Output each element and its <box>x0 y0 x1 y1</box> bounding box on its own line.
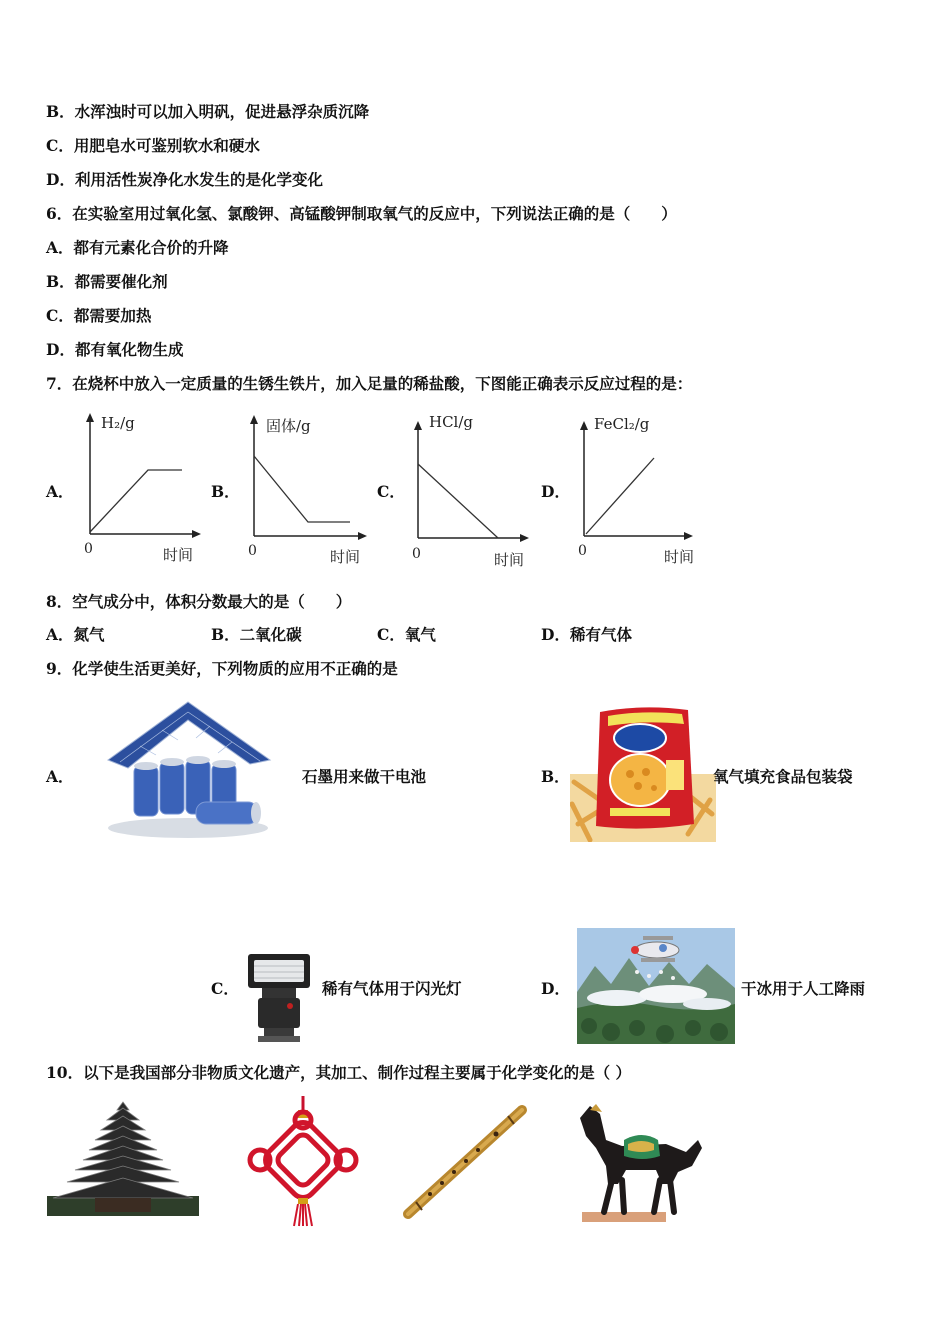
q7-label-b: B． <box>211 482 240 501</box>
q5-option-b: B．水浑浊时可以加入明矾，促进悬浮杂质沉降 <box>46 102 370 121</box>
q5-option-c: C．用肥皂水可鉴别软水和硬水 <box>46 136 260 155</box>
x-axis-arrow <box>520 534 529 542</box>
q7-stem: 7．在烧杯中放入一定质量的生锈生铁片，加入足量的稀盐酸，下图能正确表示反应过程的是： <box>46 374 693 393</box>
y-axis-label: H₂/g <box>101 414 135 432</box>
q5-option-d: D．利用活性炭净化水发生的是化学变化 <box>46 170 323 189</box>
q7-graph-b <box>240 408 370 568</box>
y-axis-label: FeCl₂/g <box>594 415 650 433</box>
y-axis-label: 固体/g <box>266 417 311 435</box>
bamboo-flute-image <box>400 1102 528 1222</box>
q9-caption-d: 干冰用于人工降雨 <box>741 979 866 998</box>
x-axis-arrow <box>358 532 367 540</box>
q7-graph-a <box>74 408 204 568</box>
q6-stem: 6．在实验室用过氧化氢、氯酸钾、高锰酸钾制取氧气的反应中，下列说法正确的是（ ） <box>46 204 677 223</box>
y-axis-arrow <box>414 421 422 430</box>
q9-label-b: B． <box>541 767 570 786</box>
origin-label: 0 <box>412 546 421 562</box>
snack-bag-image <box>570 704 716 842</box>
q7-label-c: C． <box>377 482 405 501</box>
cloud-seeding-plane-image <box>577 928 735 1044</box>
origin-label: 0 <box>84 541 93 557</box>
q9-label-c: C． <box>211 979 239 998</box>
q8-option-c: C．氧气 <box>377 625 436 644</box>
q6-option-a: A．都有元素化合价的升降 <box>46 238 229 257</box>
q7-graph-d <box>570 408 710 568</box>
y-axis-arrow <box>86 413 94 422</box>
q9-label-a: A． <box>46 767 74 786</box>
tang-horse-image <box>566 1100 708 1226</box>
x-axis-label: 时间 <box>494 551 525 568</box>
solar-house-battery-image <box>100 698 275 843</box>
q7-graph-c <box>404 408 534 568</box>
q9-caption-a: 石墨用来做干电池 <box>302 767 427 786</box>
q8-stem: 8．空气成分中，体积分数最大的是（ ） <box>46 592 352 611</box>
curve-line <box>586 458 654 534</box>
curve-line <box>90 470 182 532</box>
x-axis-label: 时间 <box>163 546 194 564</box>
x-axis-arrow <box>684 532 693 540</box>
x-axis-arrow <box>192 530 201 538</box>
x-axis-label: 时间 <box>664 548 695 566</box>
q6-option-c: C．都需要加热 <box>46 306 152 325</box>
q10-stem: 10．以下是我国部分非物质文化遗产，其加工、制作过程主要属于化学变化的是（ ） <box>46 1063 631 1082</box>
origin-label: 0 <box>578 543 587 559</box>
q6-option-b: B．都需要催化剂 <box>46 272 168 291</box>
y-axis-arrow <box>250 415 258 424</box>
camera-flash-image <box>244 950 316 1046</box>
y-axis-arrow <box>580 421 588 430</box>
q9-caption-c: 稀有气体用于闪光灯 <box>322 979 462 998</box>
q6-option-d: D．都有氧化物生成 <box>46 340 184 359</box>
chinese-knot-image <box>242 1096 364 1228</box>
q8-option-a: A．氮气 <box>46 625 105 644</box>
curve-line <box>254 456 350 522</box>
q8-option-b: B．二氧化碳 <box>211 625 302 644</box>
origin-label: 0 <box>248 543 257 559</box>
y-axis-label: HCl/g <box>429 413 474 431</box>
q9-stem: 9．化学使生活更美好，下列物质的应用不正确的是 <box>46 659 398 678</box>
q7-label-a: A． <box>46 482 74 501</box>
q9-caption-b: 氧气填充食品包装袋 <box>713 767 853 786</box>
q8-option-d: D．稀有气体 <box>541 625 632 644</box>
q9-label-d: D． <box>541 979 570 998</box>
drum-tower-image <box>47 1100 199 1216</box>
x-axis-label: 时间 <box>330 548 361 566</box>
q7-label-d: D． <box>541 482 570 501</box>
curve-line <box>418 464 498 538</box>
